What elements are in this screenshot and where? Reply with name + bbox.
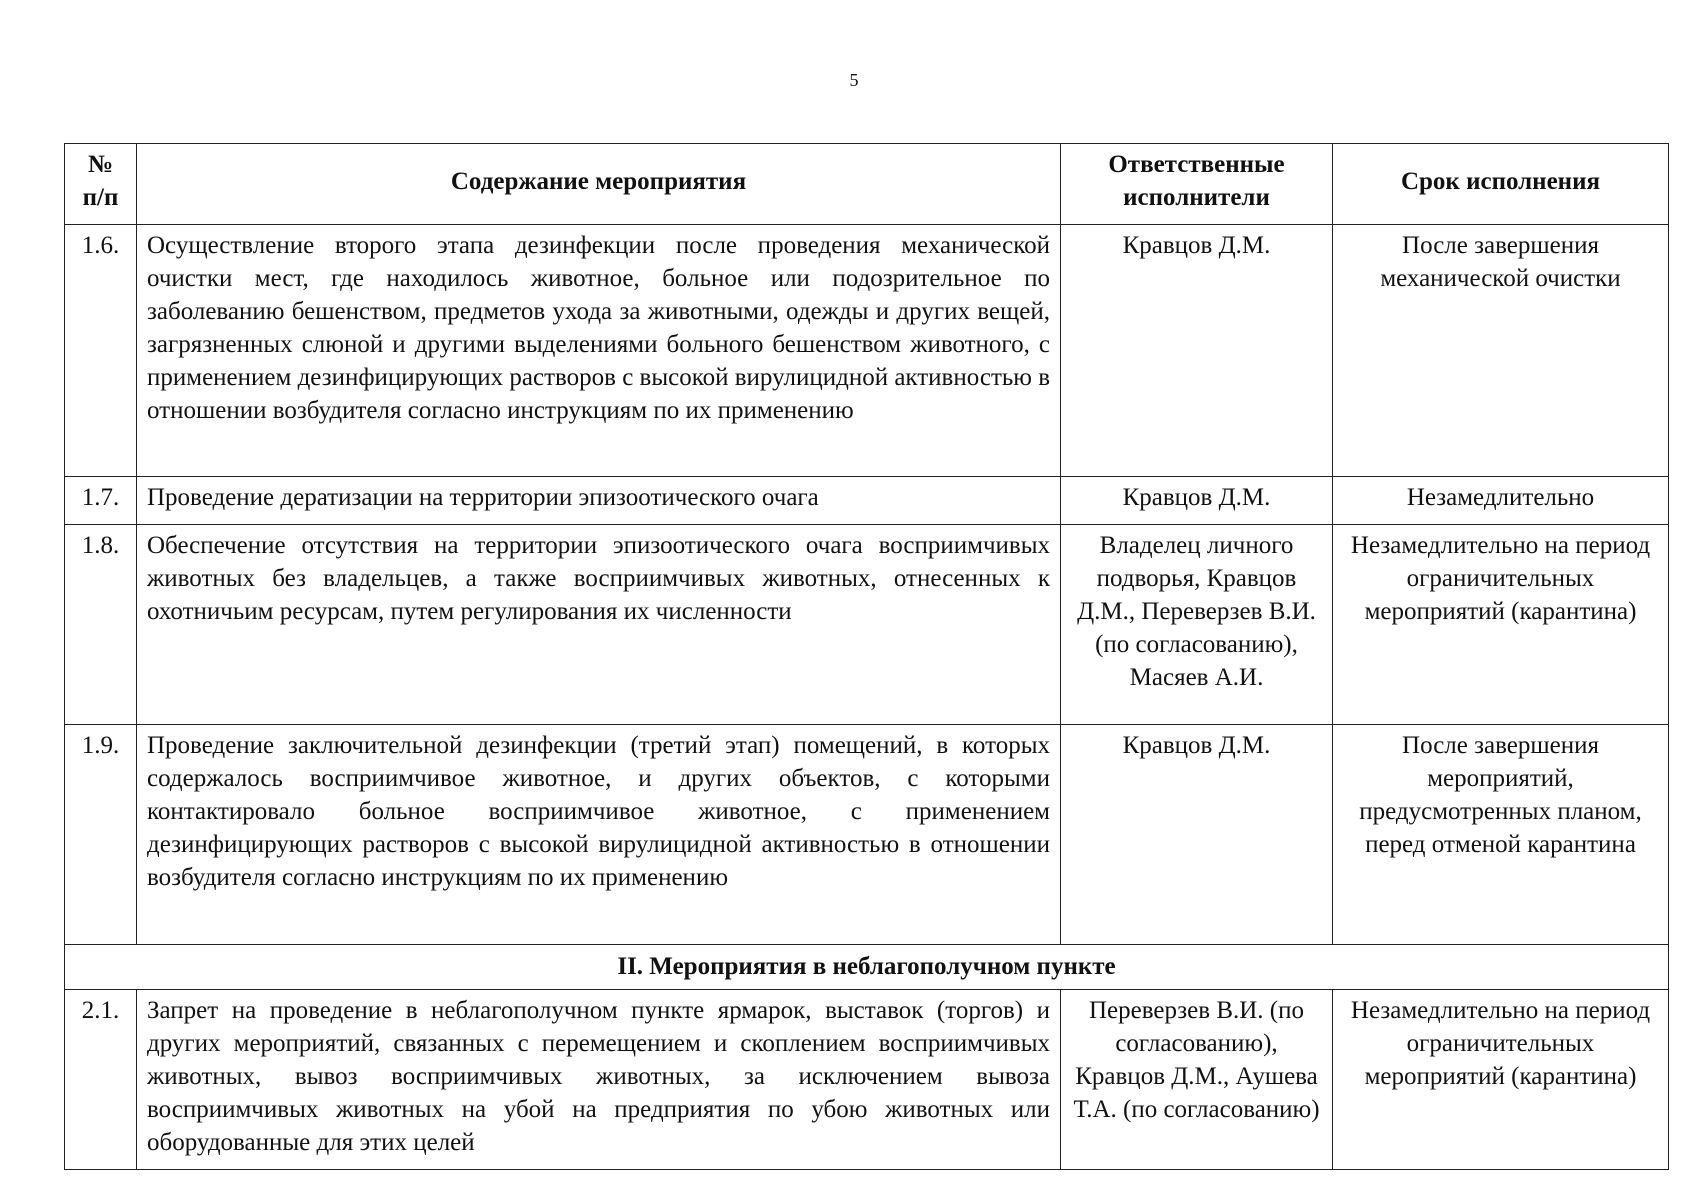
row-term: Незамедлительно	[1333, 477, 1669, 525]
table-row	[65, 990, 1669, 1170]
header-responsible: Ответственные исполнители	[1061, 144, 1333, 225]
row-term: Незамедлительно на период ограничительных мероприятий (карантина)	[1333, 990, 1669, 1170]
section-row	[65, 945, 1669, 990]
header-num: № п/п	[65, 144, 137, 225]
row-num: 1.7.	[65, 477, 137, 525]
table-row	[65, 725, 1669, 945]
row-content: Проведение дератизации на территории эпизоотического очага	[137, 477, 1061, 525]
row-num: 2.1.	[65, 990, 137, 1170]
row-content: Осуществление второго этапа дезинфекции после проведения механической очистки мест, где находилось животное, больное или подозрительное по заболеванию бешенством, предметов ухода за животными, одежды и других вещей, загрязненных слюной и другими выделениями больного бешенством животного, с применением дезинфицирующих растворов с высокой вирулицидной активностью в отношении возбудителя согласно инструкциям по их применению	[137, 225, 1061, 477]
table-row	[65, 477, 1669, 525]
row-term: Незамедлительно на период ограничительных мероприятий (карантина)	[1333, 525, 1669, 725]
row-num: 1.6.	[65, 225, 137, 477]
row-term: После завершения мероприятий, предусмотренных планом, перед отменой карантина	[1333, 725, 1669, 945]
row-num: 1.8.	[65, 525, 137, 725]
row-responsible: Кравцов Д.М.	[1061, 477, 1333, 525]
page-number: 5	[849, 70, 859, 90]
table-row	[65, 525, 1669, 725]
table-header-row	[65, 144, 1669, 225]
row-content: Запрет на проведение в неблагополучном пункте ярмарок, выставок (торгов) и других мероприятий, связанных с перемещением и скоплением восприимчивых животных, вывоз восприимчивых животных, за исключением вывоза восприимчивых животных на убой на предприятия по убою животных или оборудованные для этих целей	[137, 990, 1061, 1170]
row-num: 1.9.	[65, 725, 137, 945]
row-content: Проведение заключительной дезинфекции (третий этап) помещений, в которых содержалось восприимчивое животное, и других объектов, с которыми контактировало больное восприимчивое животное, с применением дезинфицирующих растворов с высокой вирулицидной активностью в отношении возбудителя согласно инструкциям по их применению	[137, 725, 1061, 945]
row-responsible: Владелец личного подворья, Кравцов Д.М., Переверзев В.И. (по согласованию), Масяев А.И.	[1061, 525, 1333, 725]
row-term: После завершения механической очистки	[1333, 225, 1669, 477]
header-content: Содержание мероприятия	[137, 144, 1061, 225]
row-responsible: Кравцов Д.М.	[1061, 225, 1333, 477]
table-row	[65, 225, 1669, 477]
measures-table	[64, 143, 1669, 1170]
row-content: Обеспечение отсутствия на территории эпизоотического очага восприимчивых животных без владельцев, а также восприимчивых животных, отнесенных к охотничьим ресурсам, путем регулирования их численности	[137, 525, 1061, 725]
row-responsible: Переверзев В.И. (по согласованию), Кравцов Д.М., Аушева Т.А. (по согласованию)	[1061, 990, 1333, 1170]
section-title: II. Мероприятия в неблагополучном пункте	[65, 945, 1669, 990]
header-term: Срок исполнения	[1333, 144, 1669, 225]
row-responsible: Кравцов Д.М.	[1061, 725, 1333, 945]
